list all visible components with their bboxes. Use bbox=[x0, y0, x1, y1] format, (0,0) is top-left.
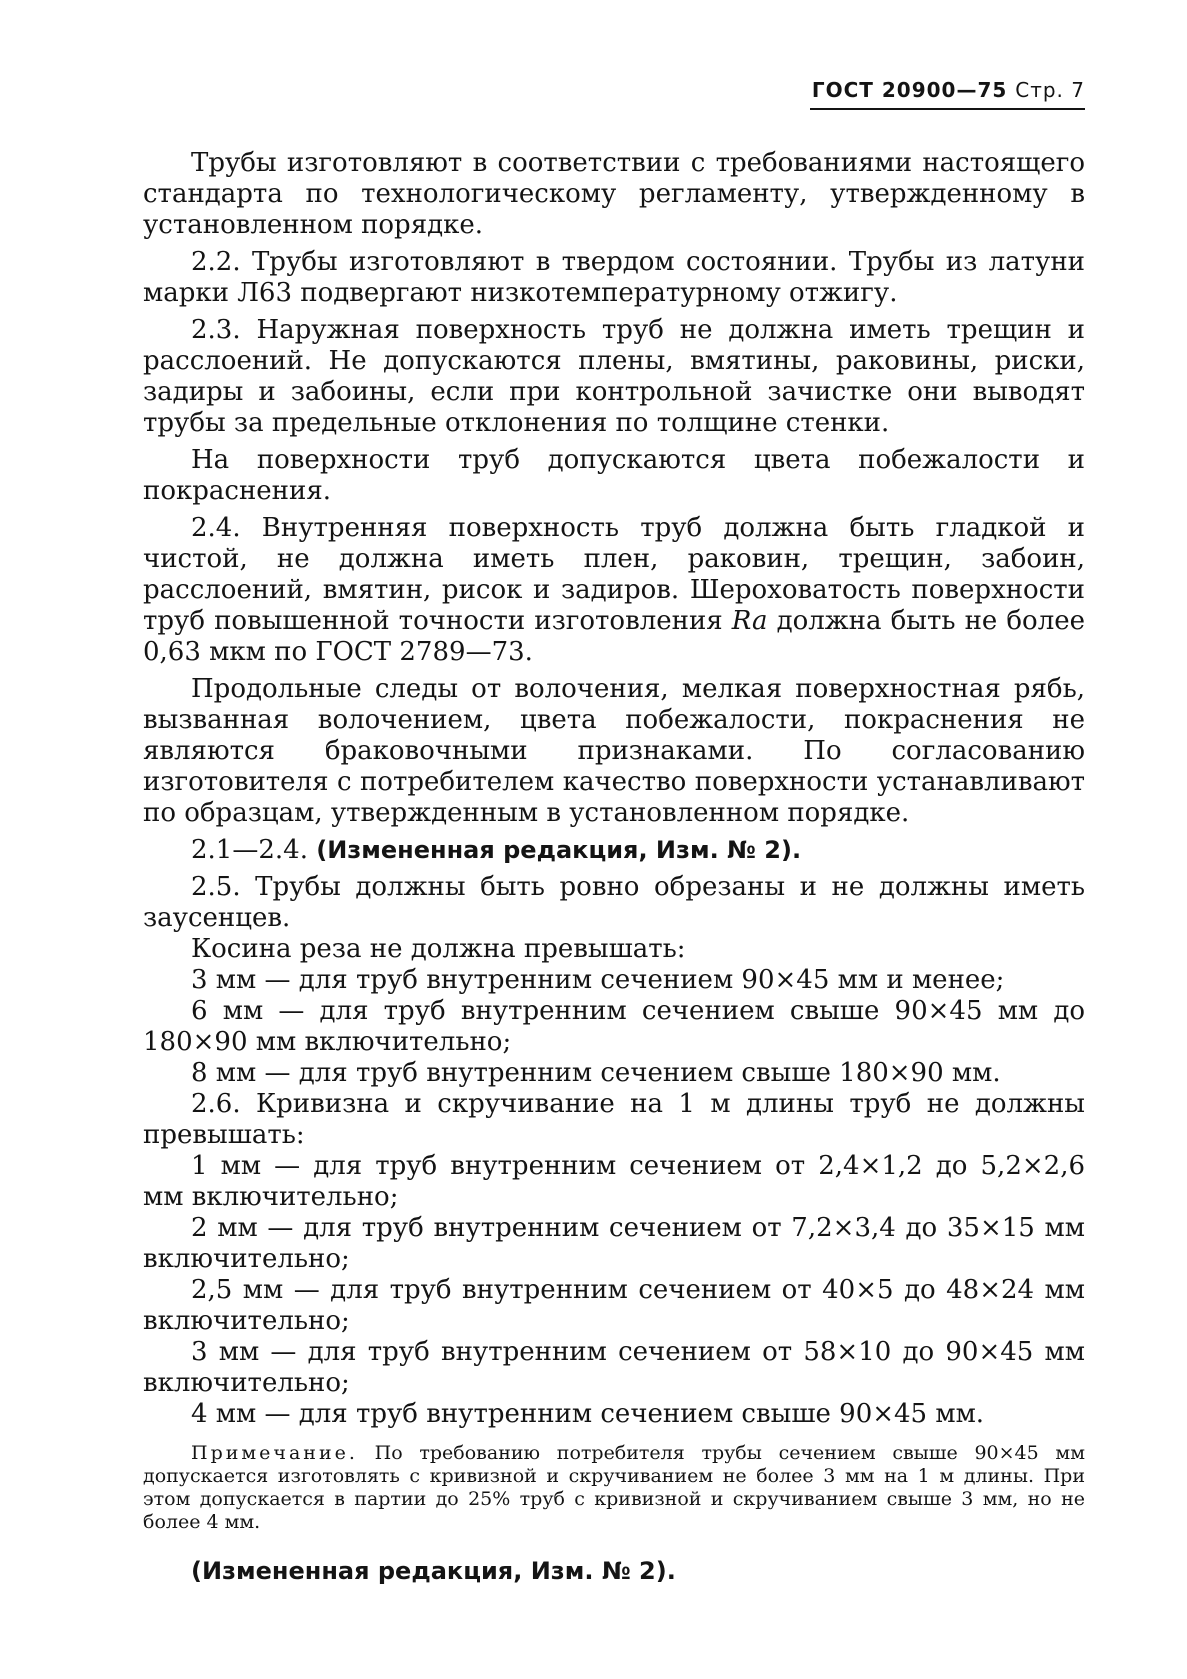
paragraph-2-4-part-a: 2.4. Внутренняя поверхность труб должна быть гладкой и чистой, не должна иметь плен, раковин, трещин, забоин, расслоений, вмятин, рисок и задиров. Шероховатость поверхности труб повышенной точности изготовления bbox=[143, 513, 1085, 636]
note-text: По требованию потребителя трубы сечением свыше 90×45 мм допускается изготовлять с кривизной и скручиванием не более 3 мм на 1 м длины. При этом допускается в партии до 25% труб с кривизной и скручиванием свыше 3 мм, но не более 4 мм. bbox=[143, 1442, 1085, 1533]
paragraph-2-4-marks: Продольные следы от волочения, мелкая поверхностная рябь, вызванная волочением, цвета побежалости, покраснения не являются браковочными признаками. По согласованию изготовителя с потребителем качество поверхности устанавливают по образцам, утвержденным в установленном порядке. bbox=[143, 674, 1085, 828]
paragraph-2-3: 2.3. Наружная поверхность труб не должна иметь трещин и расслоений. Не допускаются плены, вмятины, раковины, риски, задиры и забоины, если при контрольной зачистке они выводят трубы за предельные отклонения по толщине стенки. bbox=[143, 315, 1085, 438]
paragraph-2-4 bbox=[143, 513, 1085, 668]
list-item-2-6-1: 1 мм — для труб внутренним сечением от 2,4×1,2 до 5,2×2,6 мм включительно; bbox=[143, 1151, 1085, 1212]
paragraph-2-6: 2.6. Кривизна и скручивание на 1 м длины труб не должны превышать: bbox=[143, 1089, 1085, 1150]
note-label: Примечание. bbox=[191, 1442, 358, 1464]
standard-number: ГОСТ 20900—75 bbox=[811, 78, 1008, 102]
list-item-2-6-5: 4 мм — для труб внутренним сечением свыше 90×45 мм. bbox=[191, 1399, 985, 1429]
amendment-note: (Измененная редакция, Изм. № 2). bbox=[316, 836, 802, 864]
page-number: Стр. 7 bbox=[1015, 78, 1085, 102]
page-header bbox=[810, 78, 1085, 110]
paragraph-2-4-part-b: должна быть не более 0,63 мкм по ГОСТ 2789—73. bbox=[143, 606, 1085, 667]
amendment-range: 2.1—2.4. bbox=[191, 835, 308, 865]
list-item-2-6-2: 2 мм — для труб внутренним сечением от 7,2×3,4 до 35×15 мм включительно; bbox=[143, 1213, 1085, 1274]
paragraph-2-2: 2.2. Трубы изготовляют в твердом состоянии. Трубы из латуни марки Л63 подвергают низкотемпературному отжигу. bbox=[143, 247, 1085, 308]
paragraph-2-3-surface: На поверхности труб допускаются цвета побежалости и покраснения. bbox=[143, 445, 1085, 506]
paragraph-2-5-kosina: Косина реза не должна превышать: bbox=[191, 934, 686, 964]
document-body bbox=[143, 148, 1085, 1587]
amendment-final: (Измененная редакция, Изм. № 2). bbox=[191, 1557, 676, 1585]
list-item-2-6-4: 3 мм — для труб внутренним сечением от 58×10 до 90×45 мм включительно; bbox=[143, 1337, 1085, 1398]
list-item-2-5-3: 8 мм — для труб внутренним сечением свыше 180×90 мм. bbox=[191, 1058, 1001, 1088]
list-item-2-6-3: 2,5 мм — для труб внутренним сечением от 40×5 до 48×24 мм включительно; bbox=[143, 1275, 1085, 1336]
paragraph-2-5: 2.5. Трубы должны быть ровно обрезаны и не должны иметь заусенцев. bbox=[143, 872, 1085, 933]
paragraph-intro: Трубы изготовляют в соответствии с требованиями настоящего стандарта по технологическому регламенту, утвержденному в установленном порядке. bbox=[143, 148, 1085, 240]
amendment-2-1-2-4 bbox=[143, 835, 1085, 866]
roughness-symbol: Ra bbox=[731, 606, 768, 636]
list-item-2-5-1: 3 мм — для труб внутренним сечением 90×45 мм и менее; bbox=[191, 965, 1005, 995]
list-item-2-5-2: 6 мм — для труб внутренним сечением свыше 90×45 мм до 180×90 мм включительно; bbox=[143, 996, 1085, 1057]
note bbox=[143, 1442, 1085, 1534]
